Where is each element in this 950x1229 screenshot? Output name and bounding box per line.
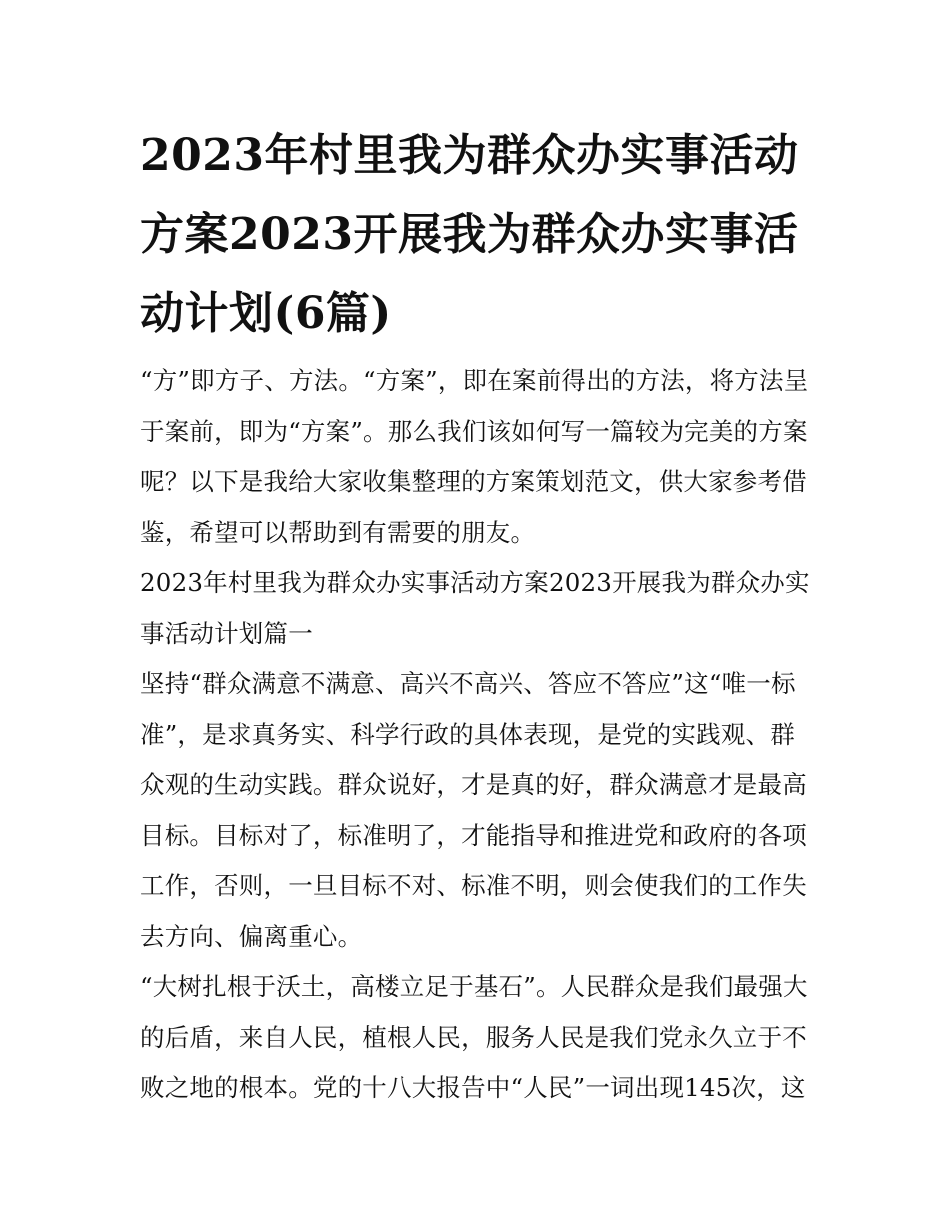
intro-paragraph: “方”即方子、方法。“方案”，即在案前得出的方法，将方法呈于案前，即为“方案”。那么我们该如何写一篇较为完美的方案呢？以下是我给大家收集整理的方案策划范文，供大家参考借鉴，希望可以帮助到有需要的朋友。 — [140, 366, 809, 547]
body-paragraph: “大树扎根于沃土，高楼立足于基石”。人民群众是我们最强大的后盾，来自人民，植根人民，服务人民是我们党永久立于不败之地的根本。党的十八大报告中“人民”一词出现145次，这 — [140, 972, 808, 1102]
document-body — [140, 356, 812, 1114]
section-heading: 2023年村里我为群众办实事活动方案2023开展我为群众办实事活动计划篇一 — [140, 568, 810, 648]
body-paragraph: 坚持“群众满意不满意、高兴不高兴、答应不答应”这“唯一标准”，是求真务实、科学行政的具体表现，是党的实践观、群众观的生动实践。群众说好，才是真的好，群众满意才是最高目标。目标对了，标准明了，才能指导和推进党和政府的各项工作，否则，一旦目标不对、标准不明，则会使我们的工作失去方向、偏离重心。 — [140, 669, 807, 951]
document-title: 2023年村里我为群众办实事活动方案2023开展我为群众办实事活动计划(6篇) — [140, 130, 799, 339]
